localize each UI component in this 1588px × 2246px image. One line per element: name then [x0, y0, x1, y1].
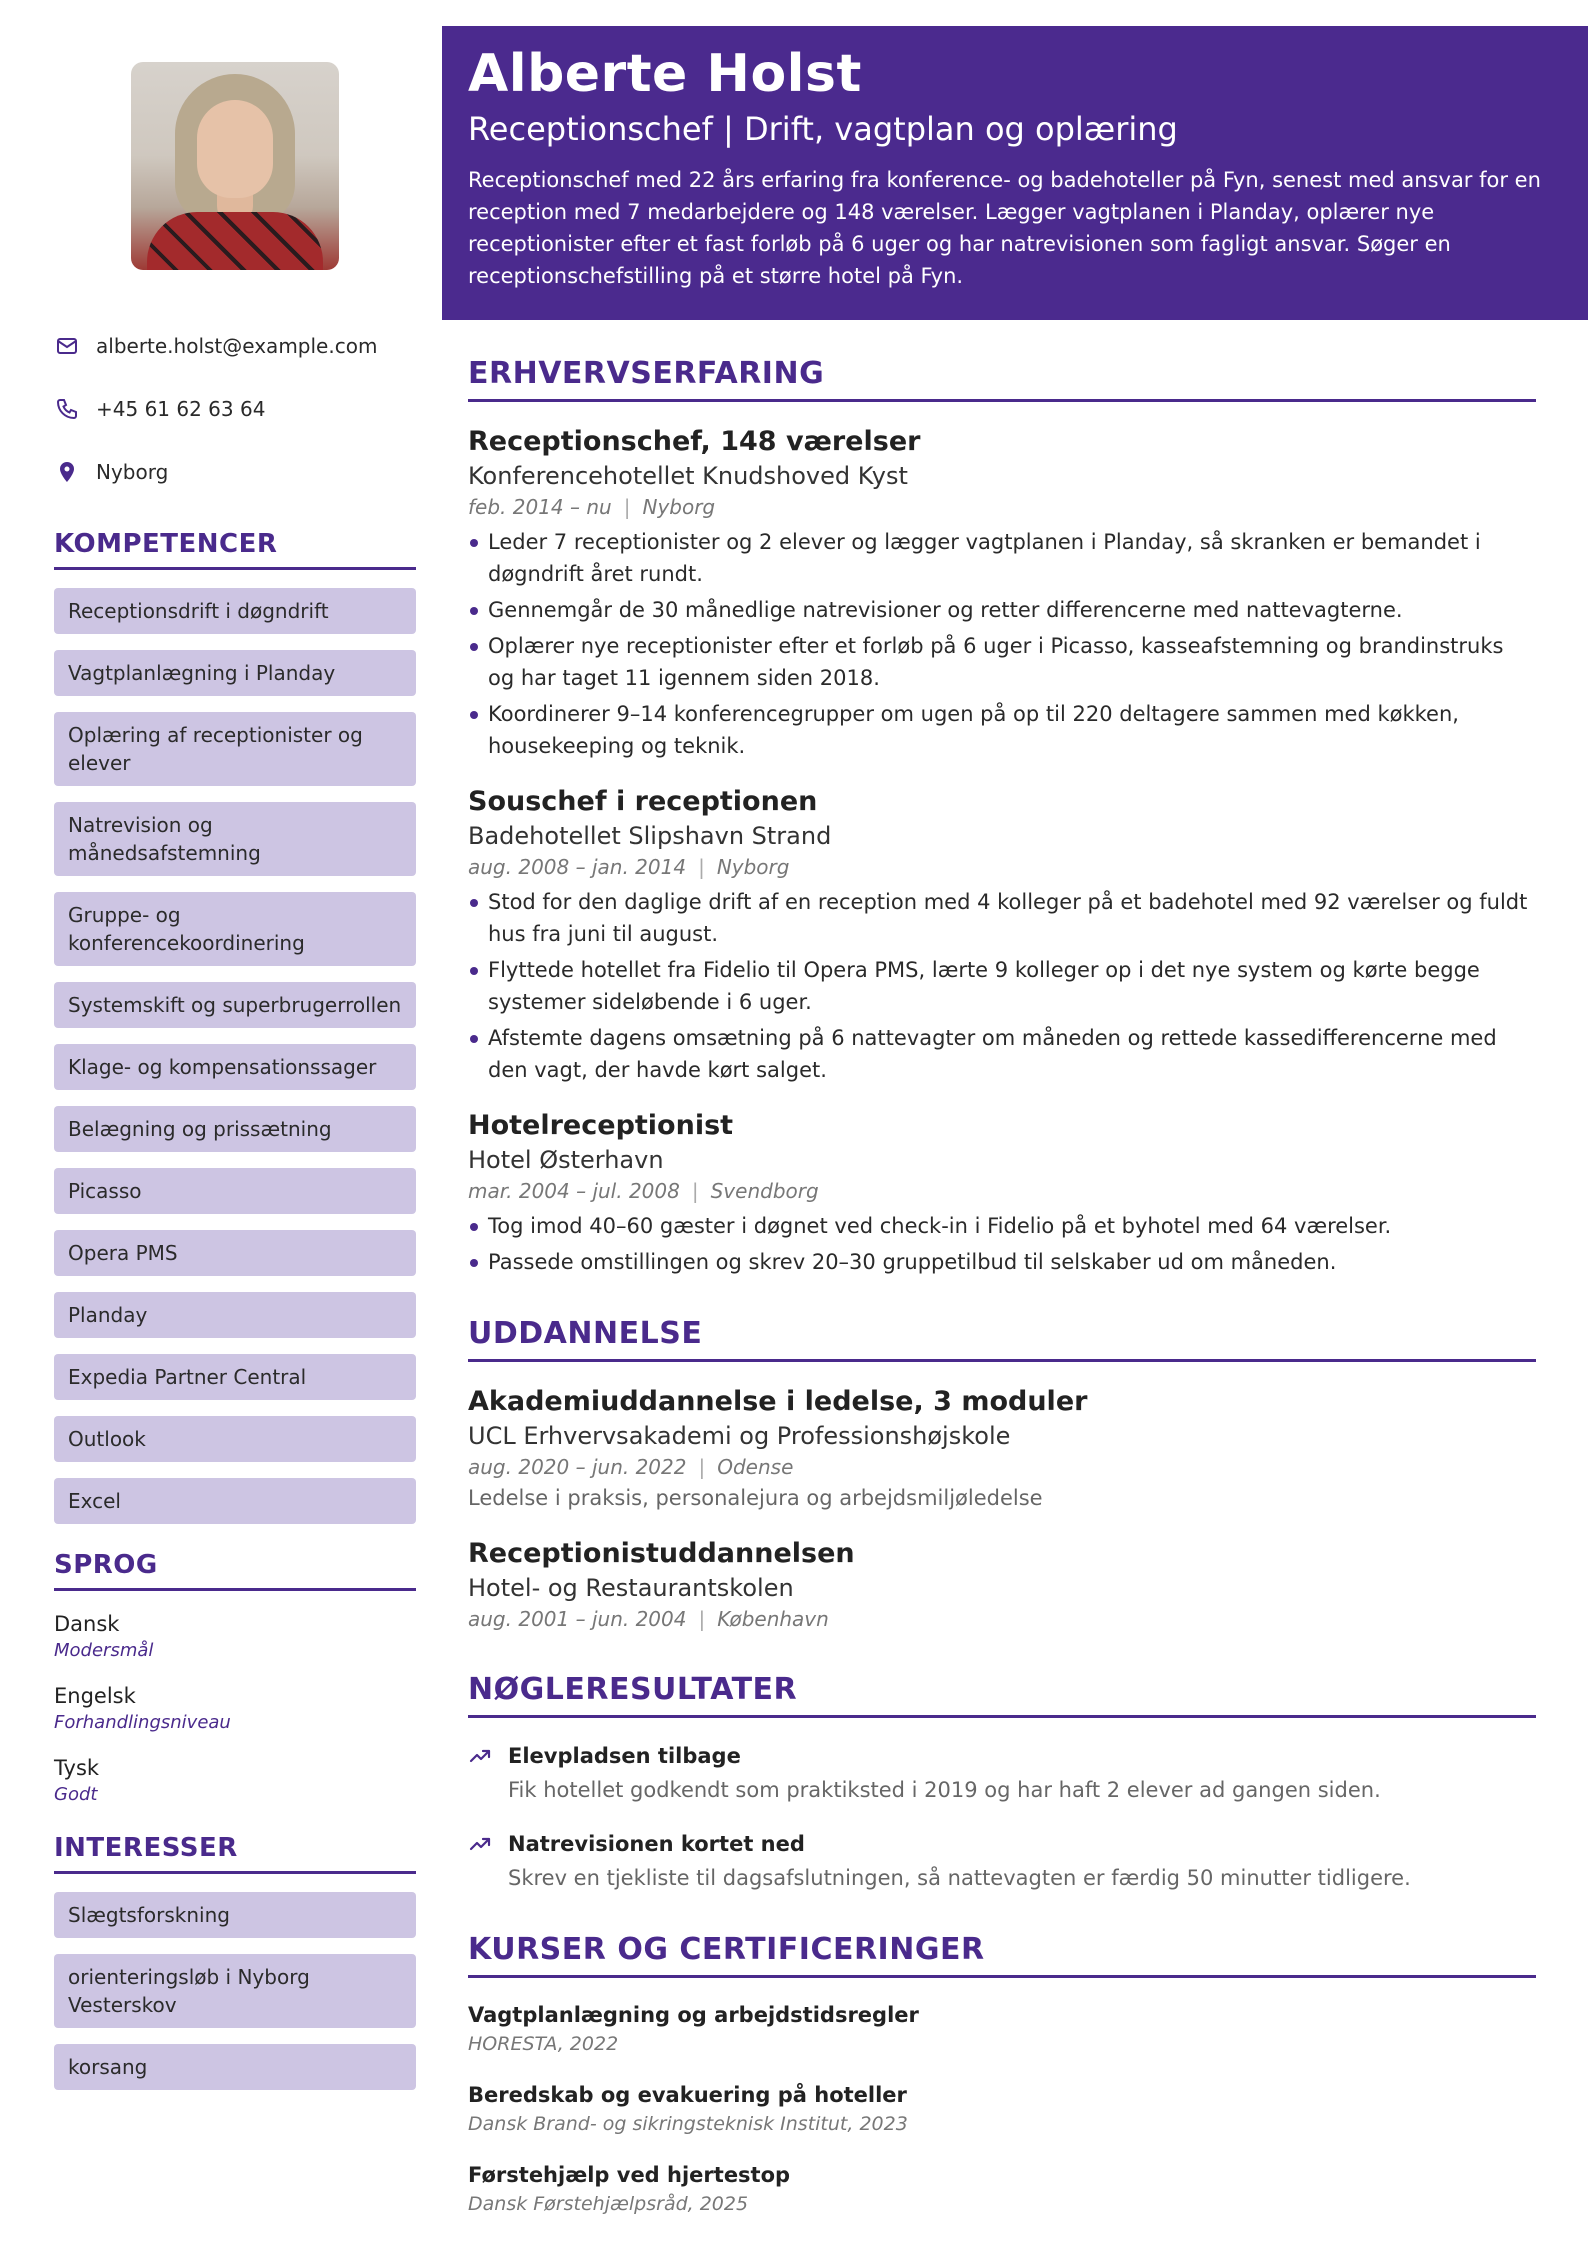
course-title: Vagtplanlægning og arbejdstidsregler [468, 2003, 919, 2027]
job-title: Receptionschef, 148 værelser [468, 426, 921, 457]
skill-chip: Natrevision og månedsafstemning [54, 802, 416, 876]
skill-chip: Expedia Partner Central [54, 1354, 416, 1400]
skill-chip: Systemskift og superbrugerrollen [54, 982, 416, 1028]
interest-chip: orienteringsløb i Nyborg Vesterskov [54, 1954, 416, 2028]
job-bullet: Gennemgår de 30 månedlige natrevisioner og retter differencerne med nattevagterne. [468, 594, 1536, 626]
courses-heading: KURSER OG CERTIFICERINGER [468, 1932, 1536, 1978]
education-dates: aug. 2020 – jun. 2022 [468, 1455, 687, 1479]
job-title: Souschef i receptionen [468, 786, 818, 817]
course-item [468, 2160, 1536, 2218]
language-item [54, 1681, 440, 1735]
job-dates: feb. 2014 – nu [468, 495, 612, 519]
job-entry [468, 784, 1536, 1086]
profile-photo [131, 62, 339, 270]
job-bullet: Passede omstillingen og skrev 20–30 gruppetilbud til selskaber ud om måneden. [468, 1246, 1536, 1278]
language-level: Modersmål [54, 1640, 154, 1661]
job-bullet: Tog imod 40–60 gæster i døgnet ved check-in i Fidelio på et byhotel med 64 værelser. [468, 1210, 1536, 1242]
education-description: Ledelse i praksis, personalejura og arbejdsmiljøledelse [468, 1486, 1043, 1510]
person-name: Alberte Holst [468, 44, 862, 104]
job-bullet: Stod for den daglige drift af en reception med 4 kolleger på et badehotel med 92 værelser og fuldt hus fra juni til august. [468, 886, 1536, 950]
contact-email[interactable] [54, 314, 440, 377]
result-item [468, 1740, 1536, 1806]
job-meta: feb. 2014 – nu | Nyborg [468, 495, 716, 519]
job-dates: mar. 2004 – jul. 2008 [468, 1179, 680, 1203]
language-item [54, 1753, 440, 1807]
language-level: Godt [54, 1784, 98, 1805]
job-place: Nyborg [716, 855, 790, 879]
skill-chip: Klage- og kompensationssager [54, 1044, 416, 1090]
job-bullet: Oplærer nye receptionister efter et forløb på 6 uger i Picasso, kasseafstemning og brandinstruks og har taget 11 igennem siden 2018. [468, 630, 1536, 694]
skill-chip: Planday [54, 1292, 416, 1338]
phone-icon [54, 396, 80, 422]
interests-heading: INTERESSER [54, 1833, 416, 1874]
skill-chip: Outlook [54, 1416, 416, 1462]
results-heading: NØGLERESULTATER [468, 1672, 1536, 1718]
job-entry [468, 424, 1536, 762]
cv-header [442, 26, 1588, 320]
job-bullet: Leder 7 receptionister og 2 elever og lægger vagtplanen i Planday, så skranken er bemandet i døgndrift året rundt. [468, 526, 1536, 590]
job-bullets [468, 526, 1536, 762]
contact-location [54, 440, 440, 503]
education-meta: aug. 2001 – jun. 2004 | København [468, 1607, 829, 1631]
job-place: Nyborg [642, 495, 716, 519]
contact-phone[interactable] [54, 377, 440, 440]
education-entry [468, 1536, 1536, 1634]
result-item [468, 1828, 1536, 1894]
results-section [468, 1672, 1536, 1894]
skill-chip: Picasso [54, 1168, 416, 1214]
job-bullets [468, 1210, 1536, 1278]
experience-heading: ERHVERVSERFARING [468, 356, 1536, 402]
education-title: Receptionistuddannelsen [468, 1538, 855, 1569]
experience-section [468, 356, 1536, 1278]
language-name: Engelsk [54, 1684, 136, 1708]
education-meta: aug. 2020 – jun. 2022 | Odense [468, 1455, 794, 1479]
skills-list [54, 588, 416, 1524]
course-item [468, 2000, 1536, 2058]
result-title: Elevpladsen tilbage [508, 1744, 741, 1768]
job-company: Konferencehotellet Knudshoved Kyst [468, 462, 908, 490]
skill-chip: Receptionsdrift i døgndrift [54, 588, 416, 634]
interest-chip: korsang [54, 2044, 416, 2090]
job-meta: aug. 2008 – jan. 2014 | Nyborg [468, 855, 790, 879]
education-dates: aug. 2001 – jun. 2004 [468, 1607, 687, 1631]
skills-heading: KOMPETENCER [54, 529, 416, 570]
job-bullet: Afstemte dagens omsætning på 6 nattevagter om måneden og rettede kassedifferencerne med den vagt, der havde kørt salget. [468, 1022, 1536, 1086]
skill-chip: Vagtplanlægning i Planday [54, 650, 416, 696]
course-source: Dansk Brand- og sikringsteknisk Institut, 2023 [468, 2113, 908, 2135]
language-name: Tysk [54, 1756, 100, 1780]
education-school: Hotel- og Restaurantskolen [468, 1574, 794, 1602]
course-source: HORESTA, 2022 [468, 2033, 619, 2055]
languages-heading: SPROG [54, 1550, 416, 1591]
skill-chip: Opera PMS [54, 1230, 416, 1276]
education-school: UCL Erhvervsakademi og Professionshøjskole [468, 1422, 1011, 1450]
result-description: Skrev en tjekliste til dagsafslutningen, så nattevagten er færdig 50 minutter tidligere. [508, 1866, 1411, 1890]
language-level: Forhandlingsniveau [54, 1712, 231, 1733]
job-meta: mar. 2004 – jul. 2008 | Svendborg [468, 1179, 819, 1203]
languages-list [54, 1609, 440, 1807]
job-entry [468, 1108, 1536, 1278]
mail-icon [54, 333, 80, 359]
job-bullet: Koordinerer 9–14 konferencegrupper om ugen på op til 220 deltagere sammen med køkken, housekeeping og teknik. [468, 698, 1536, 762]
person-role: Receptionschef | Drift, vagtplan og oplæring [468, 110, 1178, 148]
education-place: Odense [717, 1455, 794, 1479]
education-place: København [717, 1607, 829, 1631]
interest-chip: Slægtsforskning [54, 1892, 416, 1938]
language-name: Dansk [54, 1612, 120, 1636]
job-company: Badehotellet Slipshavn Strand [468, 822, 832, 850]
job-bullets [468, 886, 1536, 1086]
skill-chip: Oplæring af receptionister og elever [54, 712, 416, 786]
result-description: Fik hotellet godkendt som praktiksted i 2019 og har haft 2 elever ad gangen siden. [508, 1778, 1381, 1802]
education-section [468, 1316, 1536, 1634]
language-item [54, 1609, 440, 1663]
result-title: Natrevisionen kortet ned [508, 1832, 805, 1856]
skill-chip: Excel [54, 1478, 416, 1524]
email-text: alberte.holst@example.com [96, 333, 378, 358]
trending-up-icon [468, 1828, 508, 1894]
education-heading: UDDANNELSE [468, 1316, 1536, 1362]
education-entry [468, 1384, 1536, 1514]
phone-text: +45 61 62 63 64 [96, 396, 266, 421]
job-place: Svendborg [710, 1179, 819, 1203]
job-title: Hotelreceptionist [468, 1110, 734, 1141]
job-dates: aug. 2008 – jan. 2014 [468, 855, 687, 879]
skill-chip: Belægning og prissætning [54, 1106, 416, 1152]
sidebar [0, 0, 440, 2246]
location-pin-icon [54, 459, 80, 485]
education-title: Akademiuddannelse i ledelse, 3 moduler [468, 1386, 1088, 1417]
person-summary: Receptionschef med 22 års erfaring fra konference- og badehoteller på Fyn, senest med ansvar for en reception med 7 medarbejdere og 148 værelser. Lægger vagtplanen i Planday, oplærer nye receptionister efter et fast forløb på 6 uger og har natrevisionen som fagligt ansvar. Søger en receptionschefstilling på et større hotel på Fyn. [468, 168, 1541, 288]
courses-section [468, 1932, 1536, 2218]
contact-list [54, 314, 440, 503]
trending-up-icon [468, 1740, 508, 1806]
job-company: Hotel Østerhavn [468, 1146, 664, 1174]
course-title: Førstehjælp ved hjertestop [468, 2163, 791, 2187]
main-content [468, 356, 1536, 2246]
skill-chip: Gruppe- og konferencekoordinering [54, 892, 416, 966]
course-item [468, 2080, 1536, 2138]
location-text: Nyborg [96, 459, 169, 484]
interests-list [54, 1892, 416, 2090]
course-source: Dansk Førstehjælpsråd, 2025 [468, 2193, 749, 2215]
course-title: Beredskab og evakuering på hoteller [468, 2083, 907, 2107]
job-bullet: Flyttede hotellet fra Fidelio til Opera PMS, lærte 9 kolleger op i det nye system og kørte begge systemer sideløbende i 6 uger. [468, 954, 1536, 1018]
